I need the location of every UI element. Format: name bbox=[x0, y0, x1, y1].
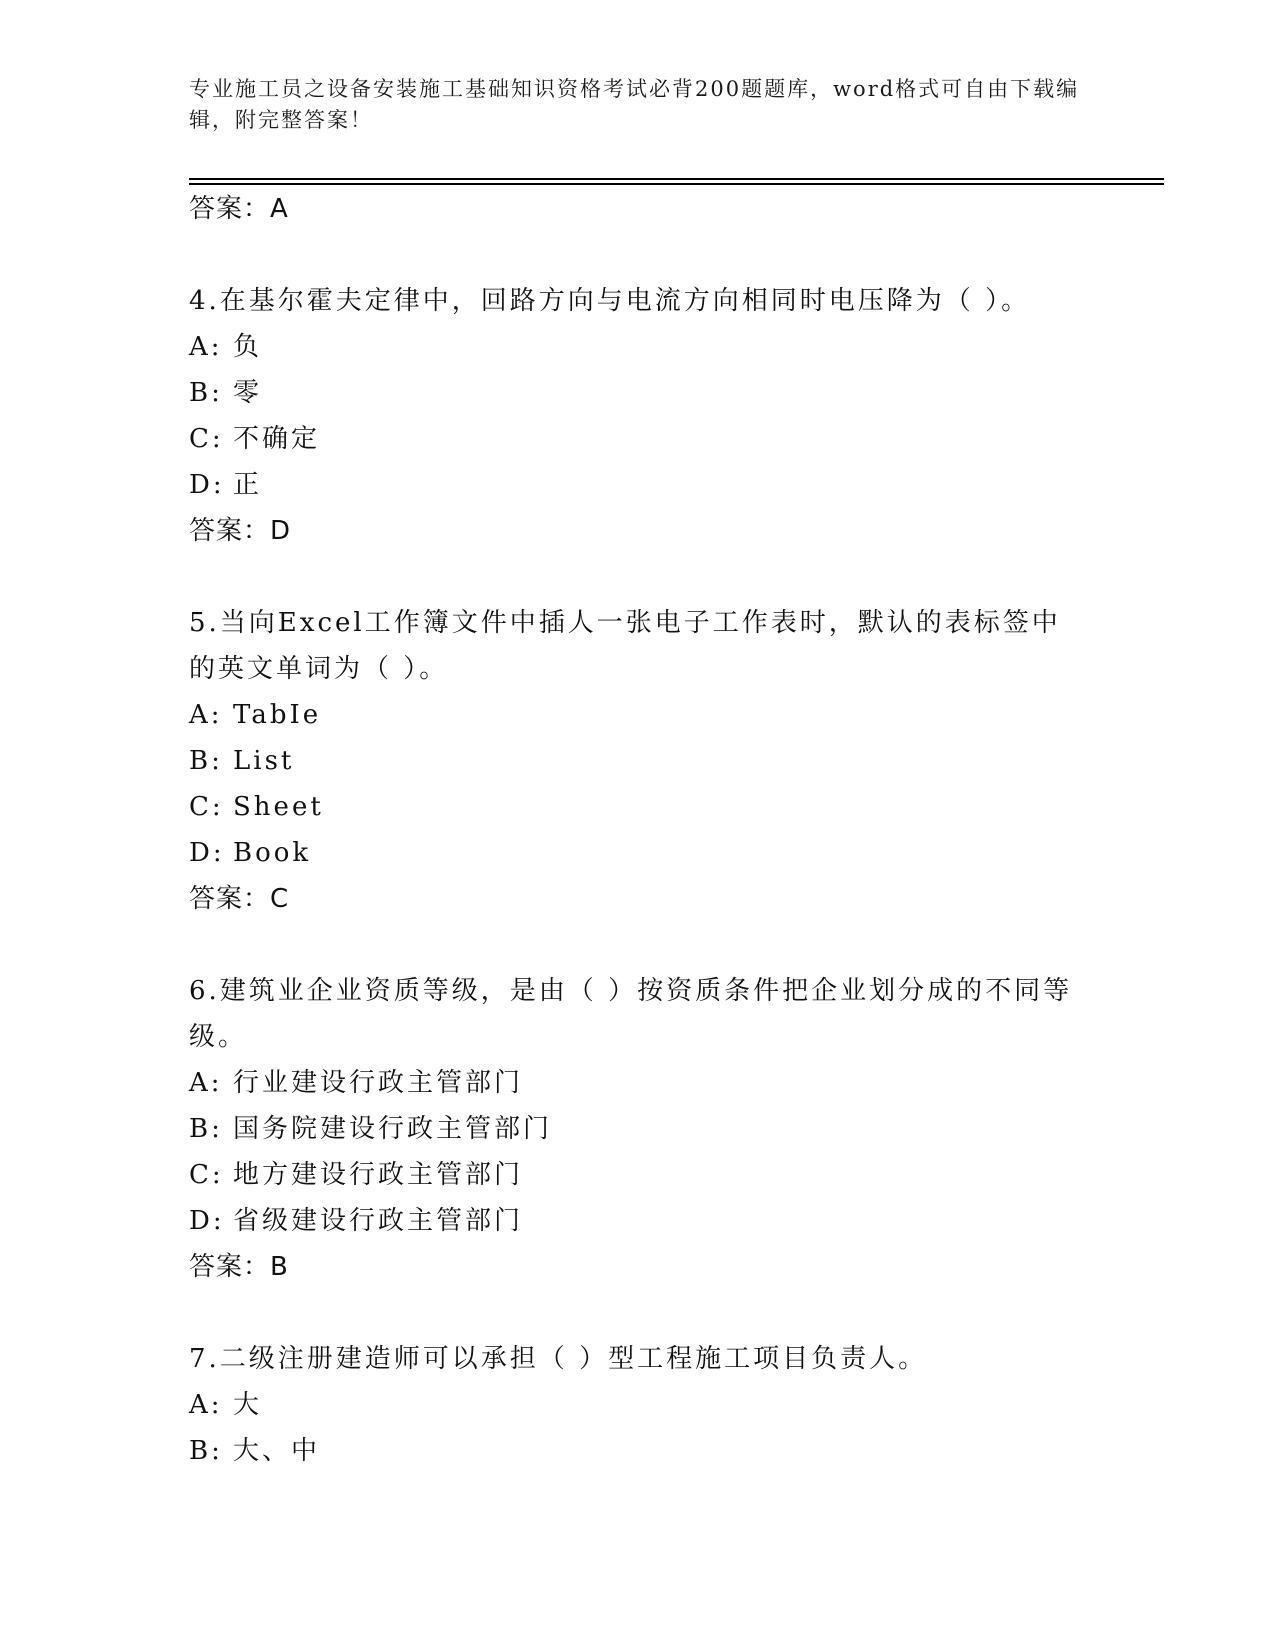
option-text: 不确定 bbox=[233, 424, 321, 454]
option-text: 负 bbox=[233, 332, 263, 362]
document-body bbox=[189, 186, 1089, 1474]
option-d bbox=[189, 1198, 1089, 1244]
header-divider-top bbox=[189, 178, 1164, 180]
option-text: Sheet bbox=[233, 792, 324, 822]
answer-line: 答案：D bbox=[189, 516, 292, 546]
option-a bbox=[189, 1060, 1089, 1106]
option-key: A: bbox=[189, 332, 223, 362]
option-text: 正 bbox=[233, 470, 263, 500]
option-b bbox=[189, 1106, 1089, 1152]
answer-line: 答案：C bbox=[189, 884, 290, 914]
option-key: C: bbox=[189, 792, 224, 822]
question-stem: 6.建筑业企业资质等级，是由（ ）按资质条件把企业划分成的不同等级。 bbox=[189, 976, 1073, 1052]
option-key: D: bbox=[189, 1206, 225, 1236]
option-c bbox=[189, 1152, 1089, 1198]
option-key: D: bbox=[189, 838, 225, 868]
option-text: 零 bbox=[233, 378, 263, 408]
option-b bbox=[189, 1428, 1089, 1474]
question-item bbox=[189, 600, 1089, 922]
option-key: B: bbox=[189, 378, 223, 408]
option-key: A: bbox=[189, 1390, 223, 1420]
question-item bbox=[189, 278, 1089, 554]
option-b bbox=[189, 738, 1089, 784]
question-stem: 5.当向Excel工作簿文件中插人一张电子工作表时，默认的表标签中的英文单词为（ ）。 bbox=[189, 608, 1061, 684]
option-text: 行业建设行政主管部门 bbox=[233, 1068, 524, 1098]
option-text: 省级建设行政主管部门 bbox=[233, 1206, 524, 1236]
option-key: C: bbox=[189, 424, 224, 454]
option-text: Book bbox=[233, 838, 312, 868]
question-item bbox=[189, 968, 1089, 1290]
header-divider-bottom bbox=[189, 183, 1164, 185]
option-text: TabIe bbox=[233, 700, 322, 730]
question-stem: 7.二级注册建造师可以承担（ ）型工程施工项目负责人。 bbox=[189, 1344, 928, 1374]
option-d bbox=[189, 462, 1089, 508]
answer-line: 答案：A bbox=[189, 194, 289, 224]
option-key: A: bbox=[189, 700, 223, 730]
question-item bbox=[189, 1336, 1089, 1474]
option-key: B: bbox=[189, 1114, 223, 1144]
question-stem: 4.在基尔霍夫定律中，回路方向与电流方向相同时电压降为（ ）。 bbox=[189, 286, 1031, 316]
option-key: C: bbox=[189, 1160, 224, 1190]
option-c bbox=[189, 784, 1089, 830]
answer-line: 答案：B bbox=[189, 1252, 289, 1282]
page-header: 专业施工员之设备安装施工基础知识资格考试必背200题题库，word格式可自由下载编辑，附完整答案！ bbox=[189, 77, 1080, 132]
option-text: 地方建设行政主管部门 bbox=[233, 1160, 524, 1190]
option-text: List bbox=[233, 746, 295, 776]
option-c bbox=[189, 416, 1089, 462]
option-b bbox=[189, 370, 1089, 416]
option-key: B: bbox=[189, 746, 223, 776]
option-text: 国务院建设行政主管部门 bbox=[233, 1114, 553, 1144]
option-text: 大 bbox=[233, 1390, 263, 1420]
option-key: B: bbox=[189, 1436, 223, 1466]
option-a bbox=[189, 1382, 1089, 1428]
option-a bbox=[189, 692, 1089, 738]
option-a bbox=[189, 324, 1089, 370]
option-key: A: bbox=[189, 1068, 223, 1098]
option-d bbox=[189, 830, 1089, 876]
option-key: D: bbox=[189, 470, 225, 500]
option-text: 大、中 bbox=[233, 1436, 321, 1466]
